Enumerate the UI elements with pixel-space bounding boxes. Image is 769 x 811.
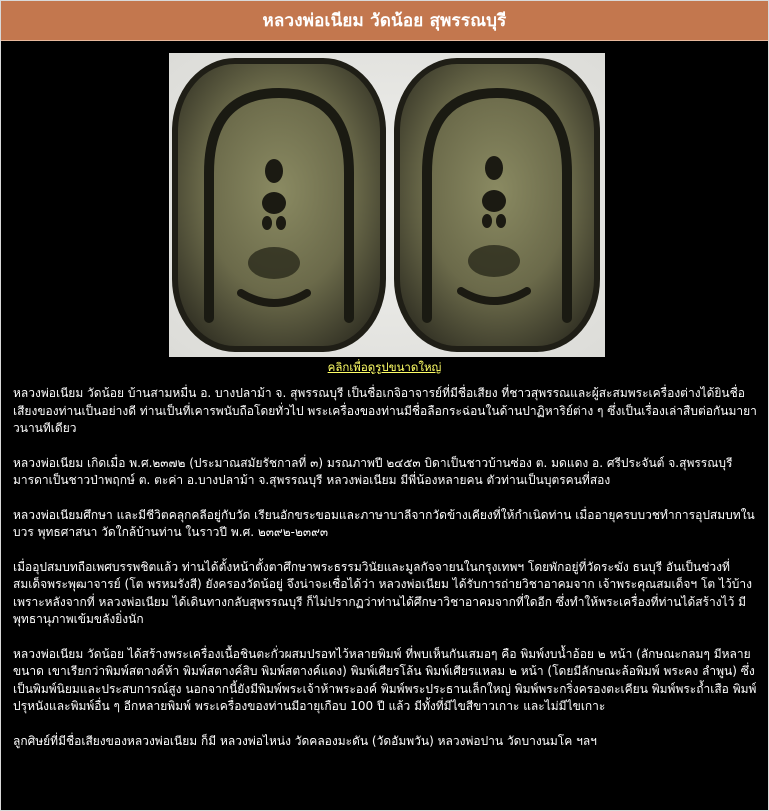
enlarge-photo-link[interactable]: คลิกเพื่อดูรูปขนาดใหญ่ xyxy=(327,360,442,374)
paragraph-education: หลวงพ่อเนียมศึกษา และมีชีวิตคลุกคลีอยู่กับวัด เรียนอักขระขอมและภาษาบาลีจากวัดข้างเคียงที่ให้กำเนิดท่าน เมื่ออายุครบบวชทำการอุปสมบทในบวร พุทธศาสนา วัดใกล้บ้านท่าน ในราวปี พ.ศ. ๒๓๙๒-๒๓๙๓ xyxy=(13,507,755,539)
paragraph-amulets: หลวงพ่อเนียม วัดน้อย ได้สร้างพระเครื่องเนื้อชินตะกั่วผสมปรอทไว้หลายพิมพ์ ที่พบเห็นกันเสมอๆ คือ พิมพ์งบน้ำอ้อย ๒ หน้า (ลักษณะกลมๆ มีหลายขนาด เขาเรียกว่าพิมพ์สตางค์ห้า พิมพ์สตางค์สิบ พิมพ์สตางค์แดง) พิมพ์เศียรโล้น พิมพ์เศียรแหลม ๒ หน้า (โดยมีลักษณะล้อพิมพ์ พระคง ลำพูน) ซึ่งเป็นพิมพ์นิยมและประสบการณ์สูง นอกจากนี้ยังมีพิมพ์พระเจ้าห้าพระองค์ พิมพ์พระประธานเล็กใหญ่ พิมพ์พระกริ่งครองตะเคียน พิมพ์พระถ้ำเสือ พิมพ์ปรุหนังและพิมพ์อื่น ๆ อีกหลายพิมพ์ พระเครื่องของท่านมีอายุเกือบ 100 ปี แล้ว มีทั้งที่มีไขสีขาวเกาะ และไม่มีไขเกาะ xyxy=(13,646,757,713)
paragraph-disciples: ลูกศิษย์ที่มีชื่อเสียงของหลวงพ่อเนียม ก็มี หลวงพ่อไหน่ง วัดคลองมะดัน (วัดอัมพวัน) หลวงพ่อปาน วัดบางนมโค ฯลฯ xyxy=(13,733,597,748)
amulet-photo[interactable] xyxy=(169,53,605,357)
amulet-front xyxy=(175,61,383,349)
paragraph-birth: หลวงพ่อเนียม เกิดเมื่อ พ.ศ.๒๓๗๒ (ประมาณสมัยรัชกาลที่ ๓) มรณภาพปี ๒๔๕๓ บิดาเป็นชาวบ้านซ่อง ต. มดแดง อ. ศรีประจันต์ จ.สุพรรณบุรี มารดาเป็นชาวป่าพฤกษ์ ต. ตะค่า อ.บางปลาม้า จ.สุพรรณบุรี หลวงพ่อเนียม มีพี่น้องหลายคน ตัวท่านเป็นบุตรคนที่สอง xyxy=(13,455,733,487)
amulet-back xyxy=(397,61,597,349)
paragraph-ordination: เมื่ออุปสมบทถือเพศบรรพชิตแล้ว ท่านได้ตั้งหน้าตั้งตาศึกษาพระธรรมวินัยและมูลกัจจายนในกรุงเทพฯ โดยพักอยู่ที่วัดระฆัง ธนบุรี อันเป็นช่วงที่ สมเด็จพระพุฒาจารย์ (โต พรหมรังสี) ยังครองวัดน้อยู่ จึงน่าจะเชื่อได้ว่า หลวงพ่อเนียม ได้รับการถ่ายวิชาอาคมจาก เจ้าพระคุณสมเด็จฯ โต ไว้บ้าง เพราะหลังจากที่ หลวงพ่อเนียม ได้เดินทางกลับสุพรรณบุรี ก็ไม่ปรากฏว่าท่านได้ศึกษาวิชาอาคมจากที่ใดอีก ซึ่งทำให้พระเครื่องที่ท่านได้สร้างไว้ มีพุทธานุภาพเข้มขลังยิ่งนัก xyxy=(13,559,752,626)
page-header xyxy=(1,1,768,41)
amulet-image xyxy=(169,53,605,357)
paragraph-intro: หลวงพ่อเนียม วัดน้อย บ้านสามหมื่น อ. บางปลาม้า จ. สุพรรณบุรี เป็นชื่อเกจิอาจารย์ที่มีชื่อเสียง ที่ชาวสุพรรณและผู้สะสมพระเครื่องต่างได้ยินชื่อเสียงของท่านเป็นอย่างดี ท่านเป็นที่เคารพนับถือโดยทั่วไป พระเครื่องของท่านมีชื่อลือกระฉ่อนในด้านปาฏิหาริย์ต่าง ๆ ซึ่งเป็นเรื่องเล่าสืบต่อกันมายาวนานทีเดียว xyxy=(13,386,757,435)
page-title: หลวงพ่อเนียม วัดน้อย สุพรรณบุรี xyxy=(262,11,507,31)
article-body xyxy=(13,385,758,767)
